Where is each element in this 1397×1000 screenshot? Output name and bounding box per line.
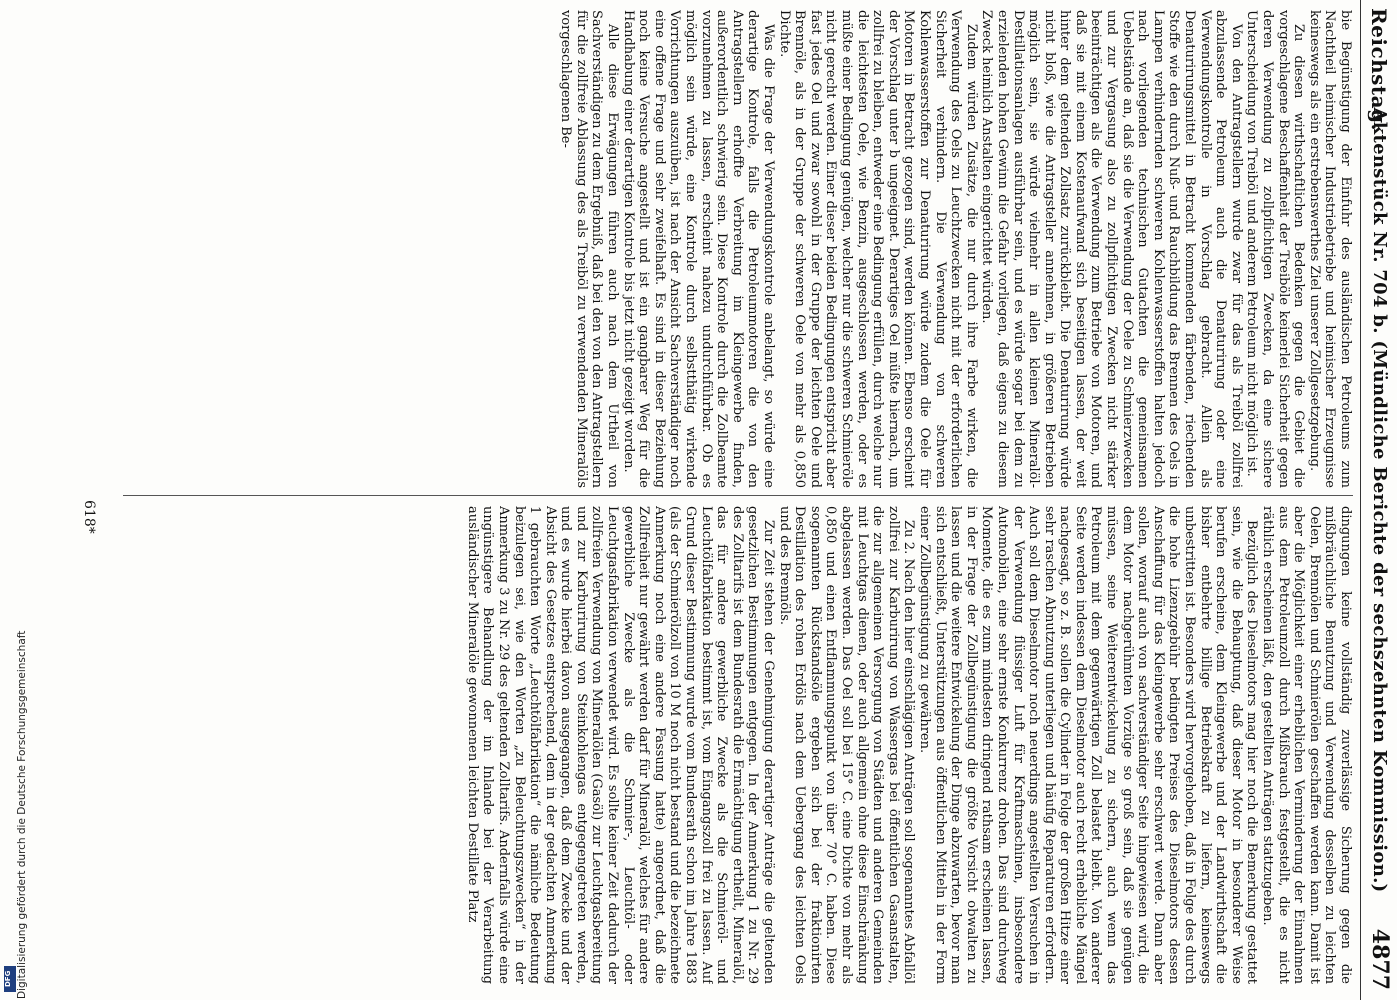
page-number: 4877: [1367, 928, 1393, 990]
paragraph: Zu diesen wirthschaftlichen Bedenken gegen die Gebiet die vorgeschlagene Beschaffenheit der Treiböle keinerlei Sicherheit gegen deren Verwendung zu zollpflichtigen Zwecken, da eine sichere Unterscheidung von Treiböl und anderem Petroleum nicht möglich ist.: [1244, 10, 1307, 488]
header-left: Reichstag.: [1367, 8, 1391, 132]
paragraph: Bezüglich des Dieselmotors mag hier noch die Bemerkung gestattet sein, wie die Behauptung, daß dieser Motor in besonderer Weise berufen erscheine, dem Kleingewerbe und der Landwirthschaft die bisher entbehrte billige Betriebskraft zu liefern, keineswegs unbestritten ist. Besonders wird hervorgehoben, daß in Folge des durch die hohe Lizenzgebühr bedingten Preises des Dieselmotors dessen Anschaffung für das Kleingewerbe sehr erschwert werde. Dann aber sollen, worauf auch von sachverständiger Seite hingewiesen wird, die dem Motor nachgerühmten Vorzüge so groß sein, daß sie genügen müssen, seine Weiterentwickelung zu sichern, auch wenn das Petroleum mit dem gegenwärtigen Zoll belastet bleibt. Von anderer Seite werden indessen dem Dieselmotor auch recht erhebliche Mängel nachgesagt, so z. B. sollen die Cylinder in Folge der großen Hitze einer sehr raschen Abnutzung unterliegen und häufig Reparaturen erfordern. Auch soll dem Dieselmotor noch neuerdings angestellten Versuchen in der Verwendung flüssiger Luft für Kraftmaschinen, insbesondere Automobilen, eine sehr ernste Konkurrenz drohen. Das sind durchweg Momente, die es zum mindesten dringend rathsam erscheinen lassen, in der Frage der Zollbegünstigung die größte Vorsicht obwalten zu lassen und die weitere Entwickelung der Dinge abzuwarten, bevor man sich entschließt, Unterstützungen aus öffentlichen Mitteln in der Form einer Zollbegünstigung zu gewähren.: [916, 506, 1260, 984]
paragraph: Zur Zeit stehen der Genehmigung derartiger Anträge die geltenden gesetzlichen Bestimmungen entgegen. In der Anmerkung 1 zu Nr. 29 des Zolltarifs ist dem Bundesrath die Ermächtigung ertheilt, Mineralöl, das für andere gewerbliche Zwecke als die Schmieröl- und Leuchtölfabrikation bestimmt ist, vom Eingangszoll frei zu lassen. Auf Grund dieser Bestimmung wurde vom Bundesrath schon im Jahre 1883 (als der Schmierölzoll von 10 M noch nicht bestand und die bezeichnete Anmerkung noch eine andere Fassung hatte) angeordnet, daß die Zollfreiheit nur gewährt werden darf für Mineralöl, welches für andere gewerbliche Zwecke als die Schmier-, Leuchtöl- oder Leuchtgasfabrikation verwendet wird. Es sollte keiner Zeit dadurch der zollfreien Verwendung von Mineralölen (Gasöl) zur Leuchtgasbereitung und zur Karburirung von Steinkohlengas entgegengetreten werden, und es wurde hierbei davon ausgegangen, daß dem Zwecke und der Absicht des Gesetzes entsprechend, dem in der gedachten Anmerkung 1 gebrauchten Worte „Leuchtölfabrikation“ die nämliche Bedeutung beizulegen sei, wie den Worten „zu Beleuchtungszwecken“ in der Anmerkung 3 zu Nr. 29 des geltenden Zolltarifs. Andernfalls würde eine ungünstigere Behandlung der im Inlande bei der Verarbeitung ausländischer Mineralöle gewonnenen leichten Destillate Platz: [464, 506, 777, 984]
paragraph: Alle diese Erwägungen führen auch nach dem Urtheil von Sachverständigen zu dem Ergebniß, daß bei den von den Antragstellern für die zollfreie Ablassung des als Treiböl zu verwendenden Mineralöls vorgeschlagenen Be-: [558, 10, 621, 488]
signature-mark: 618*: [81, 500, 97, 534]
paragraph: Zudem würden Zusätze, die nur durch ihre Farbe wirken, die Verwendung des Oels zu Leuchtzwecken nicht mit der erforderlichen Sicherheit verhindern. Die Verwendung von schweren Kohlenwasserstoffen zur Denaturirung würde zudem die Oele für Motoren in Betracht gezogen sind, werden können. Ebenso erscheint der Vorschlag unter b ungeeignet. Derartiges Oel müßte hiernach, um zollfrei zu bleiben, entweder eine Bedingung erfüllen, durch welche nur die leichtesten Oele, wie Benzin, ausgeschlossen werden, oder es müßte einer Bedingung genügen, welcher nur die schweren Schmieröle nicht gerecht werden. Einer dieser beiden Bedingungen entspricht aber fast jedes Oel und zwar sowohl in der Gruppe der leichten Oele und Brennöle, als in der Gruppe der schweren Oele von mehr als 0,850 Dichte.: [776, 10, 979, 488]
funding-note: Digitalisierung gefördert durch die Deutsche Forschungsgemeinschaft: [16, 630, 28, 999]
paragraph: Zu 2. Nach den hier einschlägigen Anträgen soll sogenanntes Abfallöl zollfrei zur Karburirung von Wassergas bei öffentlichen Gasanstalten, die zur allgemeinen Versorgung von Städten und anderen Gemeinden mit Leuchtgas dienen, oder auch allgemein ohne diese Einschränkung abgelassen werden. Das Oel soll bei 15° C. eine Dichte von mehr als 0,850 und einen Entflammungspunkt von über 70° C. haben. Diese sogenannten Rückstandsöle ergeben sich bei der fraktionirten Destillation des rohen Erdöls nach dem Uebergang des leichten Oels und des Brennöls.: [776, 506, 917, 984]
paragraph: Was die Frage der Verwendungskontrole anbelangt, so würde eine derartige Kontrole, falls die Petroleummotoren die von den Antragstellern erhoffte Verbreitung im Kleingewerbe finden, außerordentlich schwierig sein. Diese Kontrole durch die Zollbeamte vorzunehmen zu lassen, erscheint nahezu undurchführbar. Ob es möglich sein würde, eine Kontrole durch selbstthätig wirkende Vorrichtungen auszuüben, ist nach der Ansicht Sachverständiger noch eine offene Frage und sehr zweifelhaft. Es sind in dieser Beziehung noch keine Versuche angestellt und ist ein gangbarer Weg für die Handhabung einer derartigen Kontrole bis jetzt nicht gezeigt worden.: [620, 10, 777, 488]
paragraph: Von den Antragstellern wurde zwar für das als Treiböl zollfrei abzulassende Petroleum auch die Denaturirung oder eine Verwendungskontrolle in Vorschlag gebracht. Allein als Denaturirungsmittel in Betracht kommenden färbenden, riechenden Stoffe wie den durch Nuß- und Rauchbildung das Brennen des Oels in Lampen verhindernden schweren Kohlenwasserstoffen halten jedoch nach vorliegenden technischen Gutachten die gemeinsamen Uebelstände an, daß sie die Verwendung der Oele zu Schmierzwecken und zur Vergasung also zu zollpflichtigen Zwecken nicht stärker beeinträchtigen als die Verwendung zum Betriebe von Motoren, und daß sie mit einem Kostenaufwand sich beseitigen lassen, der weit hinter dem geltenden Zollsatz zurückbleibt. Die Denaturirung würde nicht bloß, wie die Antragsteller annehmen, in größeren Betrieben möglich sein, sie würde vielmehr in allen kleinen Mineralöl-Destillationsanlagen ausführbar sein, und es würde sogar bei dem zu erzielenden hohen Gewinn die Gefahr vorliegen, daß eigens zu diesem Zweck heimlich Anstalten eingerichtet würden.: [979, 10, 1244, 488]
right-column: [123, 506, 1353, 984]
paragraph: dingungen keine vollständig zuverlässige Sicherung gegen die mißbräuchliche Benutzung und Verwendung desselben zu leichten Oelen, Brennölen und Schmierölen geschaffen werden kann. Damit ist aber die Möglichkeit einer erheblichen Verminderung der Einnahmen aus dem Petroleumzoll durch Mißbrauch festgestellt, die es nicht räthlich erscheinen läßt, den gestellten Anträgen stattzugeben.: [1260, 506, 1353, 984]
column-divider: [123, 495, 1353, 496]
header-title: Aktenstück Nr. 704 b. (Mündliche Berichte der sechszehnten Kommission.): [1369, 107, 1390, 893]
paragraph: bie Begünstigung der Einfuhr des ausländischen Petroleums zum Nachtheil heimischer Industriebetriebe und heimischer Erzeugnisse keineswegs als ein erstrebenswerthes Ziel unserer Zollgesetzgebung.: [1306, 10, 1353, 488]
dfg-logo: DFG: [4, 966, 16, 992]
left-column: [123, 10, 1353, 488]
page-header: [1360, 0, 1397, 1000]
footer-strip: [2, 0, 28, 1000]
